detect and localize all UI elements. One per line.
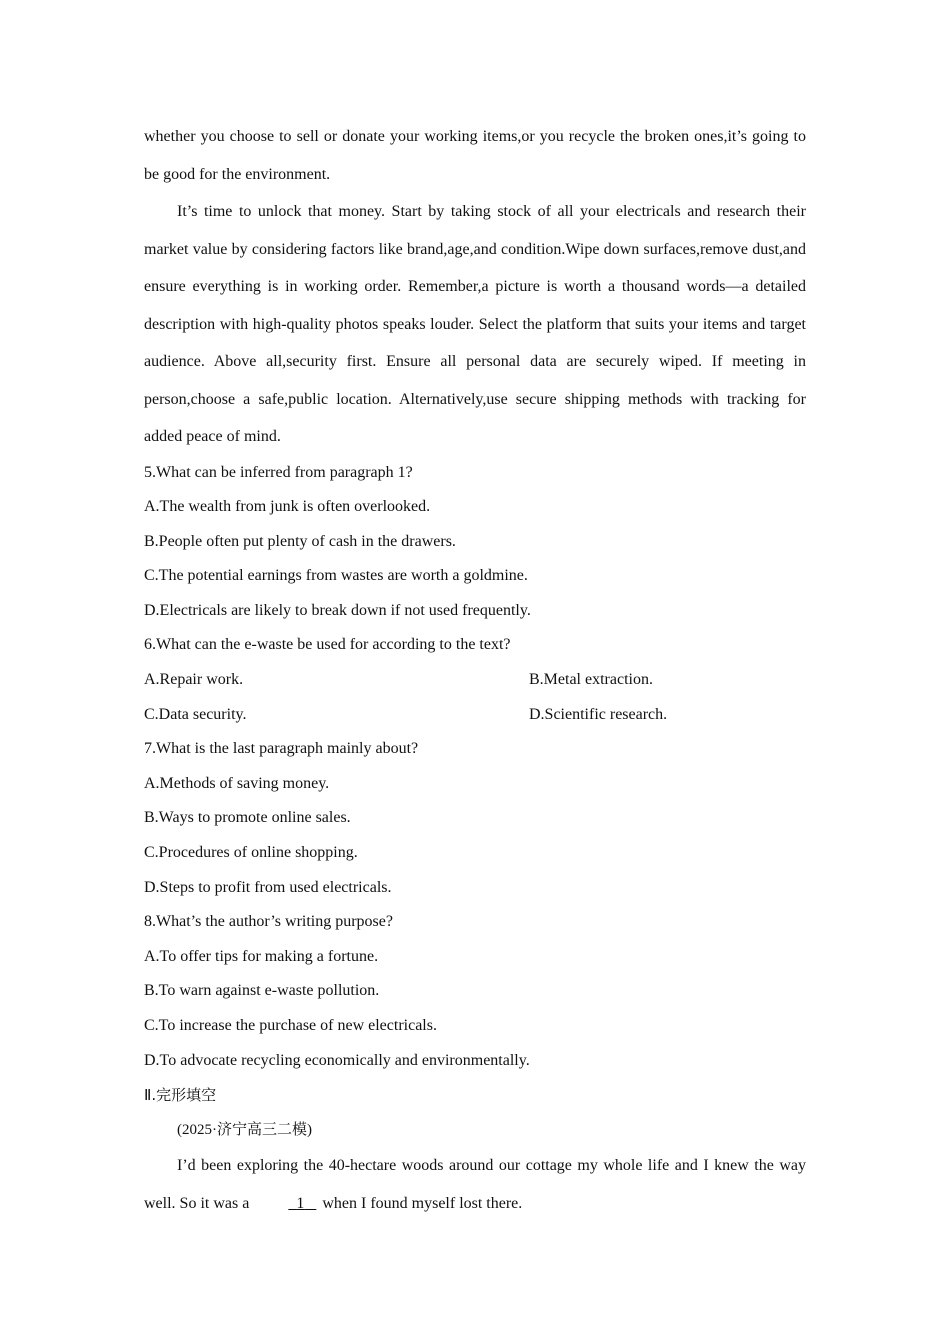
section-heading: Ⅱ.完形填空 [144, 1086, 217, 1105]
option-a: A.Methods of saving money. [144, 774, 330, 792]
option-c: C.Data security. [144, 705, 247, 723]
option-b: B.Ways to promote online sales. [144, 809, 351, 827]
cloze-text-after: when I found myself lost there. [318, 1194, 523, 1212]
section-source: (2025·济宁高三二模) [177, 1121, 312, 1138]
option-row [144, 663, 806, 698]
option-row [144, 698, 806, 733]
option-c: C.Procedures of online shopping. [144, 844, 358, 862]
option-a: A.Repair work. [144, 671, 244, 689]
option-b: B.Metal extraction. [529, 671, 653, 689]
passage-paragraph-last: It’s time to unlock that money. Start by taking stock of all your electricals and research their market value by considering factors like brand,age,and condition.Wipe down surfaces,remove dust,and ensure everything is in working order. Remember,a picture is worth a thousand words—a detailed description with high-quality photos speaks louder. Select the platform that suits your items and target audience. Above all,security first. Ensure all personal data are securely wiped. If meeting in person,choose a safe,public location. Alternatively,use secure shipping methods with tracking for added peace of mind. [144, 203, 806, 445]
option-b: B.People often put plenty of cash in the drawers. [144, 532, 456, 550]
option-c: C.The potential earnings from wastes are worth a goldmine. [144, 567, 528, 585]
question-8 [144, 905, 806, 1078]
cloze-blank-number: 1 [296, 1194, 305, 1212]
passage-paragraph-continued: whether you choose to sell or donate your working items,or you recycle the broken ones,it’s going to be good for the environment. [144, 128, 806, 183]
cloze-text-before: I’d been exploring the 40-hectare woods around our cottage my whole life and I knew the way well. So it was a [144, 1157, 806, 1212]
question-6 [144, 628, 806, 732]
document-page [144, 118, 806, 1222]
question-stem: 5.What can be inferred from paragraph 1? [144, 463, 413, 481]
question-stem: 7.What is the last paragraph mainly about? [144, 740, 419, 758]
cloze-paragraph [144, 1147, 806, 1222]
option-d: D.To advocate recycling economically and environmentally. [144, 1051, 530, 1069]
option-d: D.Scientific research. [529, 705, 668, 723]
cloze-blank [253, 1185, 318, 1223]
question-stem: 6.What can the e-waste be used for according to the text? [144, 636, 511, 654]
question-stem: 8.What’s the author’s writing purpose? [144, 913, 393, 931]
question-5 [144, 456, 806, 629]
option-d: D.Electricals are likely to break down if not used frequently. [144, 601, 531, 619]
question-7 [144, 732, 806, 905]
option-d: D.Steps to profit from used electricals. [144, 878, 392, 896]
option-c: C.To increase the purchase of new electricals. [144, 1017, 437, 1034]
option-b: B.To warn against e-waste pollution. [144, 982, 380, 1000]
option-a: A.To offer tips for making a fortune. [144, 947, 379, 965]
option-a: A.The wealth from junk is often overlooked. [144, 498, 431, 516]
